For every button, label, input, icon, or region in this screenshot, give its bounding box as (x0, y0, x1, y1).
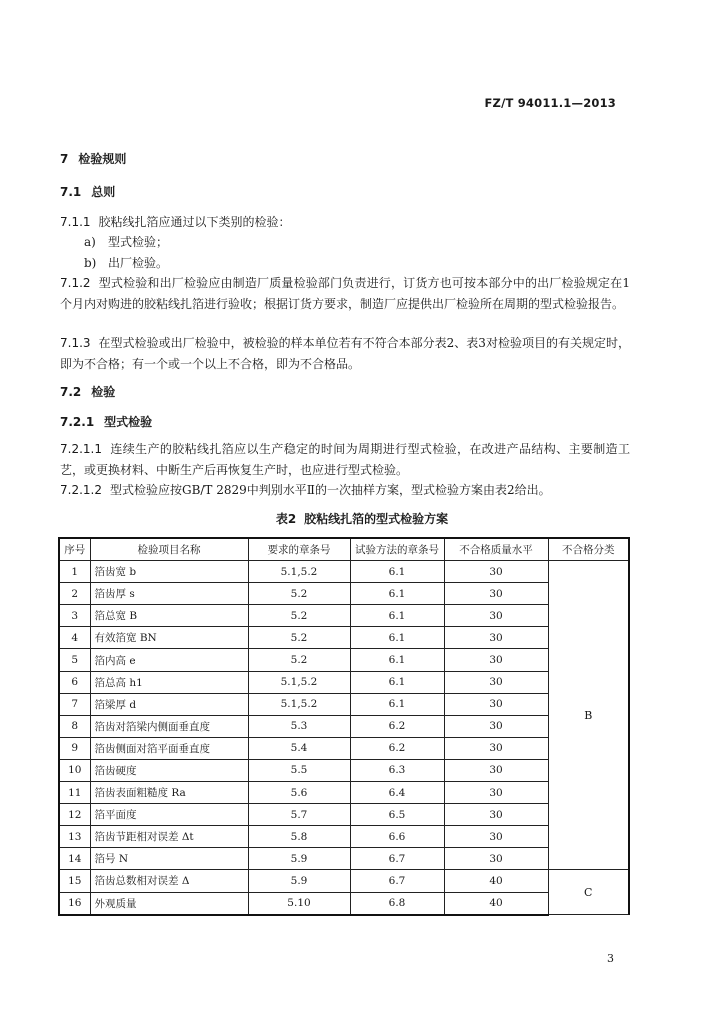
row-number-cell: 10 (59, 759, 90, 781)
quality-level-cell: 30 (444, 782, 548, 804)
quality-level-cell: 30 (444, 605, 548, 627)
clause-number: 7.1.1 (60, 215, 91, 229)
list-item (84, 254, 168, 271)
quality-level-cell: 30 (444, 693, 548, 715)
clause-text: 胶粘线扎箔应通过以下类别的检验： (98, 215, 291, 229)
item-name-cell: 箔总宽 B (90, 605, 248, 627)
row-number-cell: 13 (59, 826, 90, 848)
table-row (59, 759, 629, 781)
header-cell: 不合格分类 (548, 538, 629, 561)
page-number: 3 (607, 952, 614, 965)
quality-level-cell: 30 (444, 649, 548, 671)
item-name-cell: 箔齿总数相对误差 Δ (90, 870, 248, 892)
quality-level-cell: 30 (444, 671, 548, 693)
list-item (84, 233, 168, 250)
table-row (59, 892, 629, 915)
section-number: 7 (60, 152, 69, 166)
clause-7-1-2 (60, 273, 630, 315)
section-number: 7.2 (60, 385, 82, 399)
table-caption (0, 510, 724, 527)
test-method-clause-cell: 6.6 (350, 826, 444, 848)
quality-level-cell: 30 (444, 826, 548, 848)
clause-text: 型式检验和出厂检验应由制造厂质量检验部门负责进行，订货方也可按本部分中的出厂检验规定在1个月内对购进的胶粘线扎箔进行验收；根据订货方要求，制造厂应提供出厂检验所在周期的型式检验报告。 (60, 276, 630, 311)
item-name-cell: 箔齿表面粗糙度 Ra (90, 782, 248, 804)
clause-7-1-1 (60, 212, 630, 233)
clause-text: 在型式检验或出厂检验中，被检验的样本单位若有不符合本部分表2、表3对检验项目的有关规定时，即为不合格；有一个或一个以上不合格，即为不合格品。 (60, 336, 630, 371)
section-7-2-1-heading (60, 413, 152, 430)
nonconformity-class-cell: B (548, 561, 629, 870)
header-cell: 序号 (59, 538, 90, 561)
table-row (59, 671, 629, 693)
test-method-clause-cell: 6.4 (350, 782, 444, 804)
header-cell: 不合格质量水平 (444, 538, 548, 561)
quality-level-cell: 30 (444, 715, 548, 737)
test-method-clause-cell: 6.2 (350, 715, 444, 737)
row-number-cell: 5 (59, 649, 90, 671)
quality-level-cell: 40 (444, 892, 548, 915)
item-name-cell: 箔平面度 (90, 804, 248, 826)
table-row (59, 583, 629, 605)
list-marker: a) (84, 235, 96, 249)
requirement-clause-cell: 5.7 (248, 804, 350, 826)
row-number-cell: 14 (59, 848, 90, 870)
section-7-2-heading (60, 383, 115, 400)
requirement-clause-cell: 5.2 (248, 649, 350, 671)
row-number-cell: 1 (59, 561, 90, 583)
clause-text: 连续生产的胶粘线扎箔应以生产稳定的时间为周期进行型式检验，在改进产品结构、主要制造工艺，或更换材料、中断生产后再恢复生产时，也应进行型式检验。 (60, 442, 630, 477)
requirement-clause-cell: 5.4 (248, 737, 350, 759)
item-name-cell: 箔内高 e (90, 649, 248, 671)
header-cell: 要求的章条号 (248, 538, 350, 561)
test-method-clause-cell: 6.7 (350, 870, 444, 892)
table-row (59, 870, 629, 892)
requirement-clause-cell: 5.1,5.2 (248, 561, 350, 583)
requirement-clause-cell: 5.1,5.2 (248, 693, 350, 715)
item-name-cell: 箔齿侧面对箔平面垂直度 (90, 737, 248, 759)
requirement-clause-cell: 5.2 (248, 605, 350, 627)
test-method-clause-cell: 6.1 (350, 627, 444, 649)
test-method-clause-cell: 6.1 (350, 561, 444, 583)
row-number-cell: 15 (59, 870, 90, 892)
test-method-clause-cell: 6.3 (350, 759, 444, 781)
item-name-cell: 箔齿硬度 (90, 759, 248, 781)
table-row (59, 826, 629, 848)
item-name-cell: 箔齿节距相对误差 Δt (90, 826, 248, 848)
clause-7-2-1-2 (60, 480, 630, 501)
clause-number: 7.1.2 (60, 276, 91, 290)
nonconformity-class-cell: C (548, 870, 629, 915)
clause-7-1-3 (60, 333, 630, 375)
requirement-clause-cell: 5.6 (248, 782, 350, 804)
table-row (59, 693, 629, 715)
section-7-1-heading (60, 183, 115, 200)
test-method-clause-cell: 6.8 (350, 892, 444, 915)
inspection-plan-table (58, 537, 630, 916)
test-method-clause-cell: 6.7 (350, 848, 444, 870)
quality-level-cell: 30 (444, 627, 548, 649)
table-row (59, 782, 629, 804)
quality-level-cell: 30 (444, 561, 548, 583)
requirement-clause-cell: 5.9 (248, 870, 350, 892)
list-marker: b) (84, 256, 97, 270)
table-header-row (59, 538, 629, 561)
requirement-clause-cell: 5.8 (248, 826, 350, 848)
section-title: 总则 (91, 185, 116, 199)
table-row (59, 561, 629, 583)
section-7-heading (60, 150, 126, 167)
table-title: 胶粘线扎箔的型式检验方案 (304, 512, 449, 526)
item-name-cell: 箔梁厚 d (90, 693, 248, 715)
test-method-clause-cell: 6.1 (350, 693, 444, 715)
quality-level-cell: 30 (444, 737, 548, 759)
test-method-clause-cell: 6.1 (350, 671, 444, 693)
requirement-clause-cell: 5.3 (248, 715, 350, 737)
requirement-clause-cell: 5.1,5.2 (248, 671, 350, 693)
table-row (59, 605, 629, 627)
clause-number: 7.2.1.1 (60, 442, 102, 456)
section-title: 检验规则 (78, 152, 127, 166)
row-number-cell: 9 (59, 737, 90, 759)
clause-text: 型式检验应按GB/T 2829中判别水平Ⅱ的一次抽样方案，型式检验方案由表2给出。 (109, 483, 551, 497)
requirement-clause-cell: 5.2 (248, 627, 350, 649)
quality-level-cell: 30 (444, 848, 548, 870)
item-name-cell: 外观质量 (90, 892, 248, 915)
item-name-cell: 箔齿宽 b (90, 561, 248, 583)
row-number-cell: 11 (59, 782, 90, 804)
clause-number: 7.1.3 (60, 336, 91, 350)
list-text: 出厂检验。 (108, 256, 169, 270)
table-row (59, 649, 629, 671)
row-number-cell: 3 (59, 605, 90, 627)
table-number: 表2 (275, 512, 297, 526)
table-row (59, 848, 629, 870)
quality-level-cell: 30 (444, 804, 548, 826)
row-number-cell: 12 (59, 804, 90, 826)
item-name-cell: 箔齿对箔梁内侧面垂直度 (90, 715, 248, 737)
table-row (59, 627, 629, 649)
row-number-cell: 6 (59, 671, 90, 693)
section-title: 检验 (91, 385, 116, 399)
header-cell: 检验项目名称 (90, 538, 248, 561)
clause-number: 7.2.1.2 (60, 483, 102, 497)
item-name-cell: 箔总高 h1 (90, 671, 248, 693)
clause-7-2-1-1 (60, 439, 630, 481)
standard-code: FZ/T 94011.1—2013 (484, 96, 616, 110)
requirement-clause-cell: 5.10 (248, 892, 350, 915)
test-method-clause-cell: 6.1 (350, 649, 444, 671)
requirement-clause-cell: 5.9 (248, 848, 350, 870)
header-cell: 试验方法的章条号 (350, 538, 444, 561)
table-row (59, 715, 629, 737)
quality-level-cell: 30 (444, 759, 548, 781)
test-method-clause-cell: 6.1 (350, 583, 444, 605)
section-number: 7.1 (60, 185, 82, 199)
section-title: 型式检验 (104, 415, 153, 429)
requirement-clause-cell: 5.2 (248, 583, 350, 605)
item-name-cell: 箔齿厚 s (90, 583, 248, 605)
section-number: 7.2.1 (60, 415, 95, 429)
table-row (59, 804, 629, 826)
row-number-cell: 4 (59, 627, 90, 649)
quality-level-cell: 30 (444, 583, 548, 605)
list-text: 型式检验； (108, 235, 169, 249)
item-name-cell: 箔号 N (90, 848, 248, 870)
item-name-cell: 有效箔宽 BN (90, 627, 248, 649)
test-method-clause-cell: 6.2 (350, 737, 444, 759)
test-method-clause-cell: 6.1 (350, 605, 444, 627)
row-number-cell: 7 (59, 693, 90, 715)
row-number-cell: 2 (59, 583, 90, 605)
quality-level-cell: 40 (444, 870, 548, 892)
test-method-clause-cell: 6.5 (350, 804, 444, 826)
table-row (59, 737, 629, 759)
row-number-cell: 8 (59, 715, 90, 737)
row-number-cell: 16 (59, 892, 90, 915)
requirement-clause-cell: 5.5 (248, 759, 350, 781)
